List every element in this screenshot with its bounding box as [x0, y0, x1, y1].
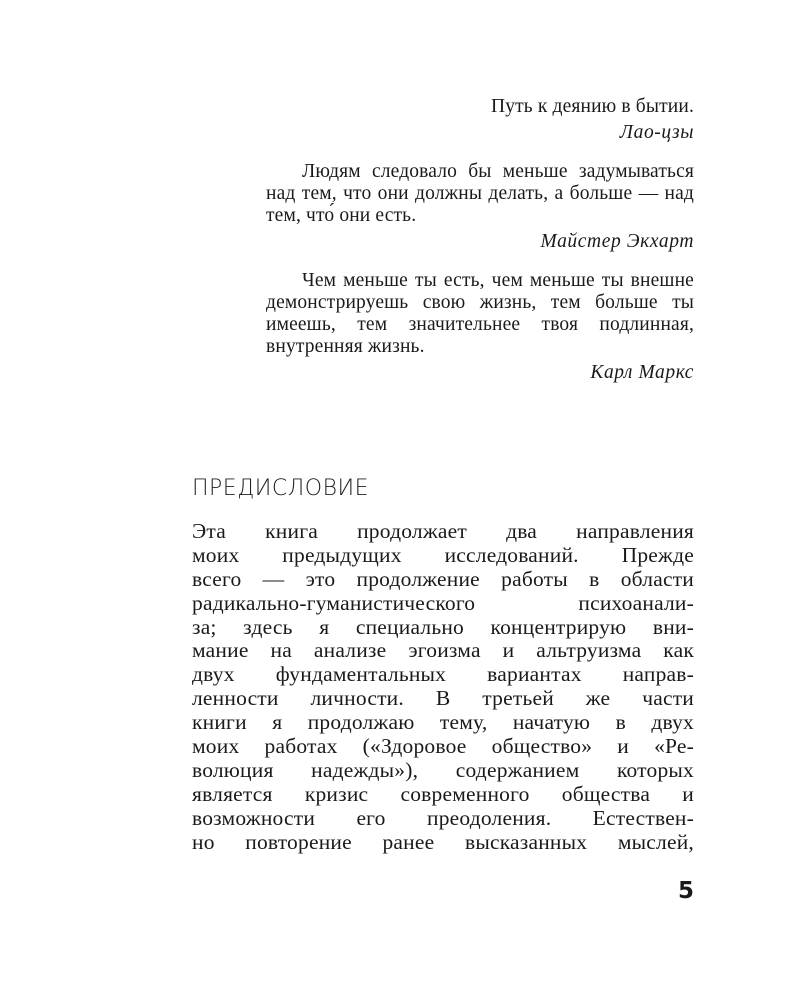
body-line: моих работах («Здоровое общество» и «Ре- — [192, 734, 694, 759]
body-line: двух фундаментальных вариантах направ- — [192, 662, 694, 687]
epigraph-quote: Чем меньше ты есть, чем меньше ты внешне демонстрируешь свою жизнь, тем больше ты имеешь, тем значительнее твоя подлинная, внутренняя жизнь. — [266, 270, 694, 357]
body-line: книги я продолжаю тему, начатую в двух — [192, 710, 694, 735]
section-heading: ПРЕДИСЛОВИЕ — [192, 476, 370, 501]
epigraph-eckhart — [266, 161, 694, 254]
epigraph-lao-tzu — [266, 96, 694, 145]
epigraph-author: Майстер Экхарт — [540, 231, 694, 252]
page-number: 5 — [677, 878, 694, 904]
body-line: ленности личности. В третьей же части — [192, 686, 694, 711]
epigraph-author: Карл Маркс — [590, 362, 694, 383]
body-line: за; здесь я специально концентрирую вни- — [192, 614, 694, 639]
preface-body — [192, 520, 694, 854]
epigraph-author: Лао-цзы — [619, 122, 694, 143]
body-line: радикально-гуманистического психоанали- — [192, 590, 694, 615]
body-line: является кризис современного общества и — [192, 781, 694, 806]
body-line: моих предыдущих исследований. Прежде — [192, 542, 694, 567]
body-line: Эта книга продолжает два направления — [192, 519, 694, 543]
body-line: мание на анализе эгоизма и альтруизма как — [192, 638, 694, 663]
epigraph-quote: Людям следовало бы меньше задумываться над тем, что они должны делать, а больше — над тем, что́ они есть. — [266, 161, 694, 226]
body-line: всего — это продолжение работы в области — [192, 566, 694, 591]
epigraphs — [266, 96, 694, 401]
epigraph-marx — [266, 270, 694, 385]
epigraph-quote: Путь к деянию в бытии. — [490, 96, 694, 117]
body-line: но повторение ранее высказанных мыслей, — [192, 829, 694, 854]
body-line: возможности его преодоления. Естествен- — [192, 805, 694, 830]
body-line: волюция надежды»), содержанием которых — [192, 757, 694, 782]
